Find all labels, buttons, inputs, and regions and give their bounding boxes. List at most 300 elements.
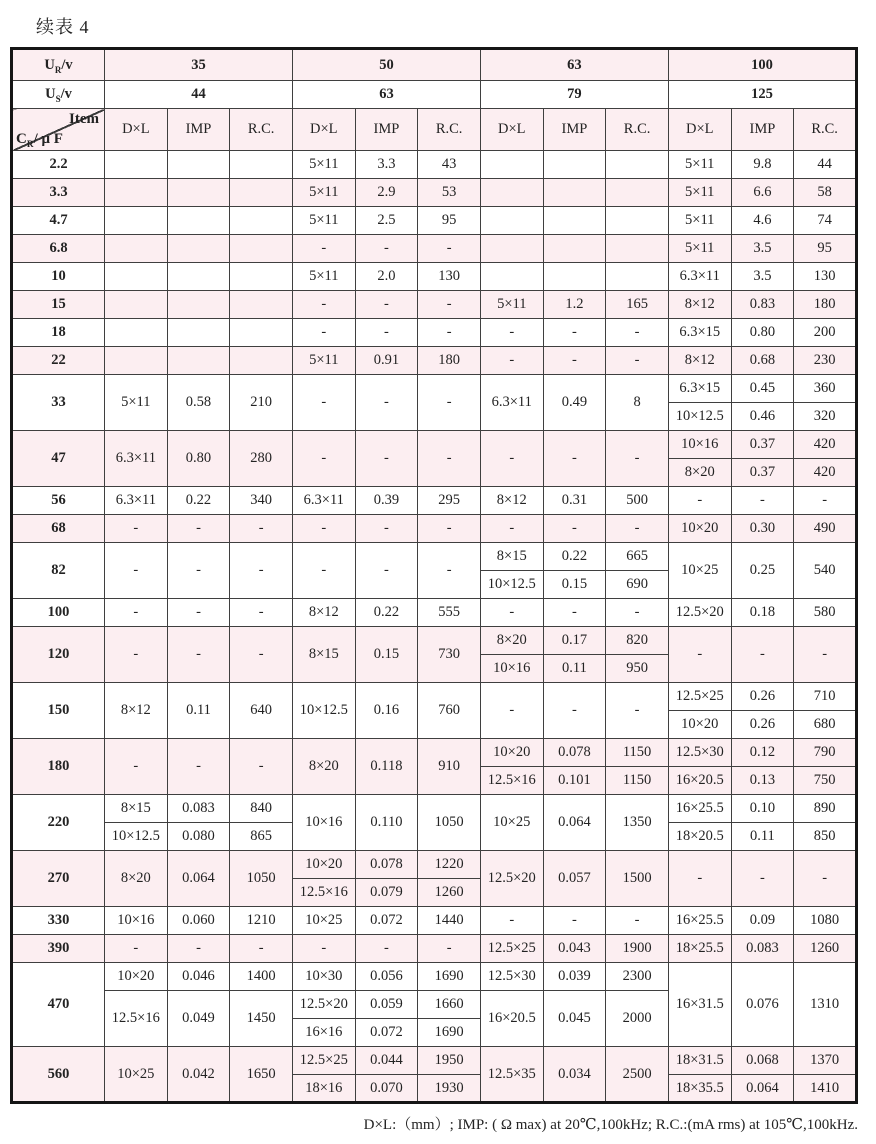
rc-cell: 130 [418,263,481,291]
imp-cell: - [731,627,794,683]
imp-cell: 0.076 [731,963,794,1047]
rc-cell: 1950 [418,1047,481,1075]
subcolumn-header: D×L [480,109,543,151]
imp-cell: 0.58 [167,375,230,431]
dxl-cell: - [480,907,543,935]
dxl-cell: 5×11 [292,179,355,207]
rc-cell: 1930 [418,1075,481,1103]
imp-cell: 3.3 [355,151,418,179]
dxl-cell: - [668,487,731,515]
cr-value-cell: 120 [12,627,105,683]
imp-cell: 0.09 [731,907,794,935]
rc-cell: - [418,431,481,487]
table-row [12,515,857,543]
rc-cell: - [606,599,669,627]
ur-value: 35 [105,49,293,81]
rc-cell: - [230,627,293,683]
header-row-items [12,109,857,151]
rc-cell: 850 [794,823,857,851]
rc-cell: 74 [794,207,857,235]
dxl-cell: 10×20 [668,515,731,543]
subcolumn-header: IMP [167,109,230,151]
ur-label [12,49,105,81]
ur-value: 50 [292,49,480,81]
dxl-cell: 8×20 [292,739,355,795]
rc-cell: - [418,935,481,963]
dxl-cell: 10×20 [668,711,731,739]
dxl-cell: 10×12.5 [668,403,731,431]
imp-cell: 2.9 [355,179,418,207]
imp-cell: 0.91 [355,347,418,375]
dxl-cell: - [292,431,355,487]
cr-unit-label [16,131,63,148]
rc-cell: 95 [794,235,857,263]
rc-cell: 1080 [794,907,857,935]
dxl-cell: 12.5×25 [480,935,543,963]
dxl-cell: 10×16 [480,655,543,683]
imp-cell [167,207,230,235]
dxl-cell: 8×12 [668,347,731,375]
dxl-cell: 10×25 [668,543,731,599]
cr-value-cell: 270 [12,851,105,907]
rc-cell: 1370 [794,1047,857,1075]
dxl-cell: 12.5×25 [292,1047,355,1075]
imp-cell: - [355,319,418,347]
cr-value-cell: 2.2 [12,151,105,179]
imp-cell: - [355,291,418,319]
table-row [12,235,857,263]
dxl-cell: 6.3×11 [668,263,731,291]
rc-cell [230,291,293,319]
dxl-cell: 10×30 [292,963,355,991]
dxl-cell: - [480,431,543,487]
imp-cell: - [543,599,606,627]
dxl-cell: 6.3×15 [668,375,731,403]
imp-cell [167,151,230,179]
dxl-cell: - [480,319,543,347]
cr-value-cell: 180 [12,739,105,795]
header-row-ur [12,49,857,81]
rc-cell: 490 [794,515,857,543]
dxl-cell: 18×35.5 [668,1075,731,1103]
cr-value-cell: 68 [12,515,105,543]
dxl-cell: - [668,851,731,907]
rc-cell [606,151,669,179]
dxl-cell: 8×15 [480,543,543,571]
dxl-cell: 12.5×16 [480,767,543,795]
table-row [12,683,857,711]
rc-cell [606,235,669,263]
imp-cell: 0.15 [355,627,418,683]
rc-cell: - [418,235,481,263]
dxl-cell: 10×20 [480,739,543,767]
imp-cell: - [355,431,418,487]
dxl-cell: 5×11 [292,151,355,179]
dxl-cell: 18×31.5 [668,1047,731,1075]
dxl-cell [105,235,168,263]
dxl-cell: 8×12 [292,599,355,627]
dxl-cell: 8×20 [668,459,731,487]
rc-cell: 200 [794,319,857,347]
imp-cell: - [355,515,418,543]
rc-cell: 680 [794,711,857,739]
imp-cell: 0.042 [167,1047,230,1103]
rc-cell: - [794,627,857,683]
imp-cell: 0.072 [355,1019,418,1047]
dxl-cell: 8×15 [292,627,355,683]
subcolumn-header: D×L [668,109,731,151]
dxl-cell [105,151,168,179]
imp-cell: 0.044 [355,1047,418,1075]
dxl-cell: 10×12.5 [105,823,168,851]
rc-cell: 8 [606,375,669,431]
dxl-cell: 12.5×20 [292,991,355,1019]
dxl-cell: - [480,599,543,627]
us-value: 125 [668,81,856,109]
imp-cell: - [167,515,230,543]
table-row [12,151,857,179]
ur-value: 100 [668,49,856,81]
rc-cell: - [230,543,293,599]
imp-cell: 0.18 [731,599,794,627]
imp-cell [543,207,606,235]
us-value: 79 [480,81,668,109]
subcolumn-header: R.C. [794,109,857,151]
dxl-cell: - [480,347,543,375]
dxl-cell: - [105,739,168,795]
rc-cell: 665 [606,543,669,571]
imp-cell [167,263,230,291]
dxl-cell: 12.5×35 [480,1047,543,1103]
dxl-cell: - [292,319,355,347]
dxl-cell: 10×12.5 [292,683,355,739]
dxl-cell: 18×25.5 [668,935,731,963]
dxl-cell: 6.3×11 [105,487,168,515]
dxl-cell: 5×11 [668,151,731,179]
cr-value-cell: 15 [12,291,105,319]
rc-cell [606,207,669,235]
table-row [12,599,857,627]
table-row [12,907,857,935]
page-title: 续表 4 [36,17,90,37]
rc-cell [230,179,293,207]
cr-value-cell: 330 [12,907,105,935]
table-row [12,319,857,347]
rc-cell: - [606,319,669,347]
label-subscript: R [26,140,34,150]
imp-cell: 0.083 [731,935,794,963]
imp-cell: 0.45 [731,375,794,403]
rc-cell: - [794,487,857,515]
rc-cell: 865 [230,823,293,851]
label-suffix: /v [61,56,73,73]
imp-cell: - [543,347,606,375]
imp-cell: 0.049 [167,991,230,1047]
dxl-cell: - [105,627,168,683]
rc-cell: 230 [794,347,857,375]
rc-cell: 360 [794,375,857,403]
rc-cell: 750 [794,767,857,795]
rc-cell: 690 [606,571,669,599]
rc-cell: 58 [794,179,857,207]
dxl-cell [480,235,543,263]
subcolumn-header: D×L [292,109,355,151]
rc-cell: 2000 [606,991,669,1047]
imp-cell: 0.064 [731,1075,794,1103]
dxl-cell: 12.5×16 [292,879,355,907]
cr-value-cell: 150 [12,683,105,739]
item-label: Item [69,111,99,127]
dxl-cell: - [105,515,168,543]
imp-cell: 0.043 [543,935,606,963]
rc-cell: 53 [418,179,481,207]
table-row [12,179,857,207]
table-row [12,487,857,515]
us-value: 44 [105,81,293,109]
rc-cell: 540 [794,543,857,599]
header-row-us [12,81,857,109]
label-base: C [16,131,27,147]
dxl-cell: 5×11 [292,347,355,375]
dxl-cell [480,207,543,235]
rc-cell [230,151,293,179]
rc-cell: 130 [794,263,857,291]
imp-cell: - [167,599,230,627]
table-row [12,263,857,291]
subcolumn-header: IMP [543,109,606,151]
label-base: U [45,86,56,102]
dxl-cell: 5×11 [480,291,543,319]
imp-cell: 9.8 [731,151,794,179]
label-subscript: S [55,93,61,104]
imp-cell: 0.045 [543,991,606,1047]
dxl-cell: - [480,683,543,739]
rc-cell: - [418,515,481,543]
rc-cell: 1650 [230,1047,293,1103]
imp-cell: 0.034 [543,1047,606,1103]
rc-cell: 1260 [418,879,481,907]
rc-cell: 890 [794,795,857,823]
ur-value: 63 [480,49,668,81]
dxl-cell: 8×20 [480,627,543,655]
dxl-cell: 18×16 [292,1075,355,1103]
imp-cell: 0.064 [543,795,606,851]
rc-cell: 1150 [606,739,669,767]
dxl-cell: 10×25 [105,1047,168,1103]
imp-cell: 0.118 [355,739,418,795]
rc-cell: 1440 [418,907,481,935]
rc-cell: 340 [230,487,293,515]
rc-cell: 1260 [794,935,857,963]
imp-cell: 0.80 [731,319,794,347]
rc-cell [230,207,293,235]
imp-cell: 0.83 [731,291,794,319]
imp-cell: 2.5 [355,207,418,235]
imp-cell: - [731,851,794,907]
rc-cell: 790 [794,739,857,767]
table-row [12,375,857,403]
table-row [12,627,857,655]
rc-cell: - [418,319,481,347]
imp-cell: - [543,683,606,739]
table-row [12,851,857,879]
dxl-cell: 18×20.5 [668,823,731,851]
imp-cell [167,319,230,347]
rc-cell: 165 [606,291,669,319]
dxl-cell: 5×11 [292,263,355,291]
rc-cell: 555 [418,599,481,627]
rc-cell [230,347,293,375]
rc-cell: 580 [794,599,857,627]
cr-value-cell: 3.3 [12,179,105,207]
imp-cell: 4.6 [731,207,794,235]
dxl-cell: - [292,235,355,263]
rc-cell: 1050 [418,795,481,851]
imp-cell: 0.68 [731,347,794,375]
rc-cell: 43 [418,151,481,179]
subcolumn-header: D×L [105,109,168,151]
subcolumn-header: IMP [731,109,794,151]
imp-cell: 0.078 [355,851,418,879]
table-row [12,1047,857,1075]
rc-cell: - [794,851,857,907]
dxl-cell: 10×20 [292,851,355,879]
dxl-cell: 8×12 [668,291,731,319]
subcolumn-header: IMP [355,109,418,151]
dxl-cell: 8×20 [105,851,168,907]
dxl-cell [105,179,168,207]
dxl-cell: 5×11 [668,235,731,263]
imp-cell: 0.37 [731,431,794,459]
rc-cell: 210 [230,375,293,431]
dxl-cell: - [292,515,355,543]
dxl-cell: 6.3×11 [292,487,355,515]
rc-cell: 1210 [230,907,293,935]
rc-cell: 1400 [230,963,293,991]
dxl-cell: 5×11 [668,179,731,207]
rc-cell: 1500 [606,851,669,907]
dxl-cell: 6.3×11 [480,375,543,431]
dxl-cell: 12.5×30 [480,963,543,991]
imp-cell [167,179,230,207]
imp-cell: - [355,235,418,263]
table-row [12,431,857,459]
rc-cell: 730 [418,627,481,683]
dxl-cell: 16×16 [292,1019,355,1047]
imp-cell: - [167,935,230,963]
dxl-cell: - [105,599,168,627]
dxl-cell: - [292,543,355,599]
imp-cell: 0.37 [731,459,794,487]
imp-cell: 0.11 [167,683,230,739]
rc-cell: 1900 [606,935,669,963]
rc-cell: 1150 [606,767,669,795]
rc-cell: 1690 [418,1019,481,1047]
rc-cell: 95 [418,207,481,235]
imp-cell: 0.46 [731,403,794,431]
rc-cell: 420 [794,459,857,487]
dxl-cell: 10×16 [292,795,355,851]
cr-value-cell: 560 [12,1047,105,1103]
imp-cell: 0.26 [731,711,794,739]
dxl-cell: - [105,543,168,599]
imp-cell: 0.22 [355,599,418,627]
imp-cell: 0.25 [731,543,794,599]
rc-cell: 180 [418,347,481,375]
dxl-cell [105,291,168,319]
rc-cell: - [606,907,669,935]
dxl-cell: 16×31.5 [668,963,731,1047]
dxl-cell: 5×11 [292,207,355,235]
table-row [12,795,857,823]
cr-value-cell: 220 [12,795,105,851]
cr-value-cell: 82 [12,543,105,599]
dxl-cell: - [480,515,543,543]
rc-cell: - [230,515,293,543]
imp-cell [543,179,606,207]
imp-cell: 0.10 [731,795,794,823]
label-subscript: R [54,64,62,75]
rc-cell [230,235,293,263]
rc-cell: 2500 [606,1047,669,1103]
dxl-cell: 12.5×30 [668,739,731,767]
dxl-cell: 6.3×15 [668,319,731,347]
imp-cell: 0.80 [167,431,230,487]
imp-cell: 2.0 [355,263,418,291]
rc-cell: - [606,515,669,543]
imp-cell [543,235,606,263]
imp-cell: 0.11 [543,655,606,683]
table-row [12,291,857,319]
label-suffix: /v [60,86,72,102]
dxl-cell: - [292,375,355,431]
cr-value-cell: 47 [12,431,105,487]
dxl-cell: 16×20.5 [480,991,543,1047]
imp-cell: 0.060 [167,907,230,935]
rc-cell: 840 [230,795,293,823]
cr-value-cell: 10 [12,263,105,291]
dxl-cell: 10×12.5 [480,571,543,599]
rc-cell: 1690 [418,963,481,991]
cr-value-cell: 6.8 [12,235,105,263]
rc-cell: 180 [794,291,857,319]
imp-cell: 0.110 [355,795,418,851]
label-base: U [44,56,55,73]
rc-cell: 1660 [418,991,481,1019]
rc-cell: 1450 [230,991,293,1047]
dxl-cell: 5×11 [105,375,168,431]
dxl-cell [105,347,168,375]
table-row [12,207,857,235]
us-value: 63 [292,81,480,109]
table-row [12,935,857,963]
imp-cell [167,235,230,263]
imp-cell: 0.39 [355,487,418,515]
imp-cell: 0.070 [355,1075,418,1103]
imp-cell: 3.5 [731,235,794,263]
subcolumn-header: R.C. [230,109,293,151]
imp-cell: 0.12 [731,739,794,767]
rc-cell: 710 [794,683,857,711]
rc-cell: 44 [794,151,857,179]
imp-cell: - [167,739,230,795]
rc-cell: 500 [606,487,669,515]
imp-cell: 0.083 [167,795,230,823]
capacitor-spec-table [10,47,858,1104]
dxl-cell: 10×20 [105,963,168,991]
imp-cell: 0.078 [543,739,606,767]
rc-cell: 1220 [418,851,481,879]
